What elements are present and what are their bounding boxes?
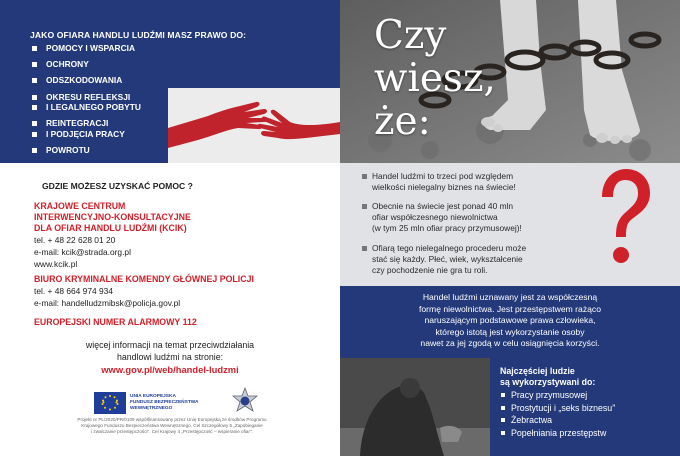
footnote-line: Krajowego Funduszu Bezpieczeństwa Wewnętrznego. Cel Szczegółowy 5 „Zapobieganie [81,423,263,428]
rights-item: OKRESU REFLEKSJI [30,92,141,103]
fact-item [372,201,522,233]
eu-logo-text: FUNDUSZ BEZPIECZEŃSTWA [130,399,199,405]
help-heading: GDZIE MOŻESZ UZYSKAĆ POMOC ? [42,181,193,191]
exploitation-title-line: są wykorzystywani do: [500,376,596,387]
fact-item [372,243,526,275]
rights-item: OCHRONY [30,59,141,70]
definition-line: formę niewolnictwa. Jest przestępstwem rażąco [419,303,601,314]
info-line: więcej informacji na temat przeciwdziałania [85,340,255,350]
definition-line: nawet za jej zgodą w celu osiągnięcia korzyści. [420,338,600,349]
definition-line: naruszającym podstawowe prawa człowieka, [424,315,596,326]
fact-item [372,171,516,193]
emergency-number [34,317,197,328]
police-name: BIURO KRYMINALNE KOMENDY GŁÓWNEJ POLICJI [34,274,254,284]
exploitation-box [490,358,680,456]
kcik-name-line: KRAJOWE CENTRUM [34,201,126,211]
footnote [22,417,322,435]
question-line: wiesz, [374,56,496,101]
kcik-website[interactable]: www.kcik.pl [34,259,78,269]
police-logo [232,387,258,417]
definition-line: którego istotą jest wykorzystanie osoby [435,326,585,337]
fact-line: Handel ludźmi to trzeci pod względem [372,171,514,181]
rights-item: I LEGALNEGO POBYTU [30,102,141,113]
fact-line: (w tym 25 mln ofiar pracy przymusowej)! [372,222,522,233]
fact-line: wielkości nielegalny biznes na świecie! [372,181,516,192]
rights-item: POMOCY I WSPARCIA [30,43,141,54]
exploitation-title-line: Najczęściej ludzie [500,366,575,376]
rights-panel [0,0,340,163]
emergency-label: EUROPEJSKI NUMER ALARMOWY [34,317,181,327]
info-line: handlowi ludźmi na stronie: [116,352,224,362]
fact-line: Ofiarą tego nielegalnego procederu może [372,243,527,253]
rights-item: REINTEGRACJI [30,118,141,129]
fact-line: stać się każdy. Płeć, wiek, wykształcenie [372,253,523,264]
exploitation-item: Popełniania przestępstw [500,427,615,440]
hands-illustration [168,88,340,163]
rights-item: I PODJĘCIA PRACY [30,129,141,140]
question-mark-icon [594,165,654,275]
kcik-name-line: DLA OFIAR HANDLU LUDŹMI (KCIK) [34,223,187,233]
question-title [374,14,496,143]
question-line: Czy [374,13,447,58]
kcik-email[interactable]: e-mail: kcik@strada.org.pl [34,247,131,257]
info-link[interactable]: www.gov.pl/web/handel-ludzmi [101,364,239,375]
fact-line: Obecnie na świecie jest ponad 40 mln [372,201,514,211]
police-star-icon [232,387,258,417]
fact-line: ofiar współczesnego niewolnictwa [372,211,498,222]
definition-box [340,286,680,358]
eu-logo-text: WEWNĘTRZNEGO [130,405,173,411]
exploitation-item: Żebractwa [500,414,615,427]
police-email[interactable]: e-mail: handelludzmibsk@policja.gov.pl [34,298,181,308]
kcik-name-line: INTERWENCYJNO-KONSULTACYJNE [34,212,191,222]
eu-logo [94,391,222,415]
exploitation-item: Prostytucji i „seks biznesu" [500,402,615,415]
question-line: że: [374,99,431,144]
footnote-line: i zwalczanie przestępczości". Cel Krajowy 4 „Przestępczość – wspieranie ofiar". [91,429,253,434]
emergency-digits: 112 [182,317,197,327]
footnote-line: Projekt nr PL/2020/PR/0109 współfinansowany przez Unię Europejską ze środków Programu [77,417,267,422]
exploitation-list [500,389,615,439]
police-phone: tel. + 48 664 974 934 [34,286,113,296]
fact-line: czy pochodzenie nie gra tu roli. [372,264,488,275]
rights-item: ODSZKODOWANIA [30,75,141,86]
exploitation-title [500,366,595,387]
exploitation-item: Pracy przymusowej [500,389,615,402]
rights-item: POWROTU [30,145,141,156]
eu-logo-text: UNIA EUROPEJSKA [130,394,176,399]
definition-line: Handel ludźmi uznawany jest za współczesną [422,292,598,302]
beggar-photo [340,358,490,456]
rights-title: JAKO OFIARA HANDLU LUDŹMI MASZ PRAWO DO: [30,30,247,40]
kcik-phone: tel. + 48 22 628 01 20 [34,235,116,245]
rights-list [30,43,141,161]
eu-flag-icon [94,392,126,414]
